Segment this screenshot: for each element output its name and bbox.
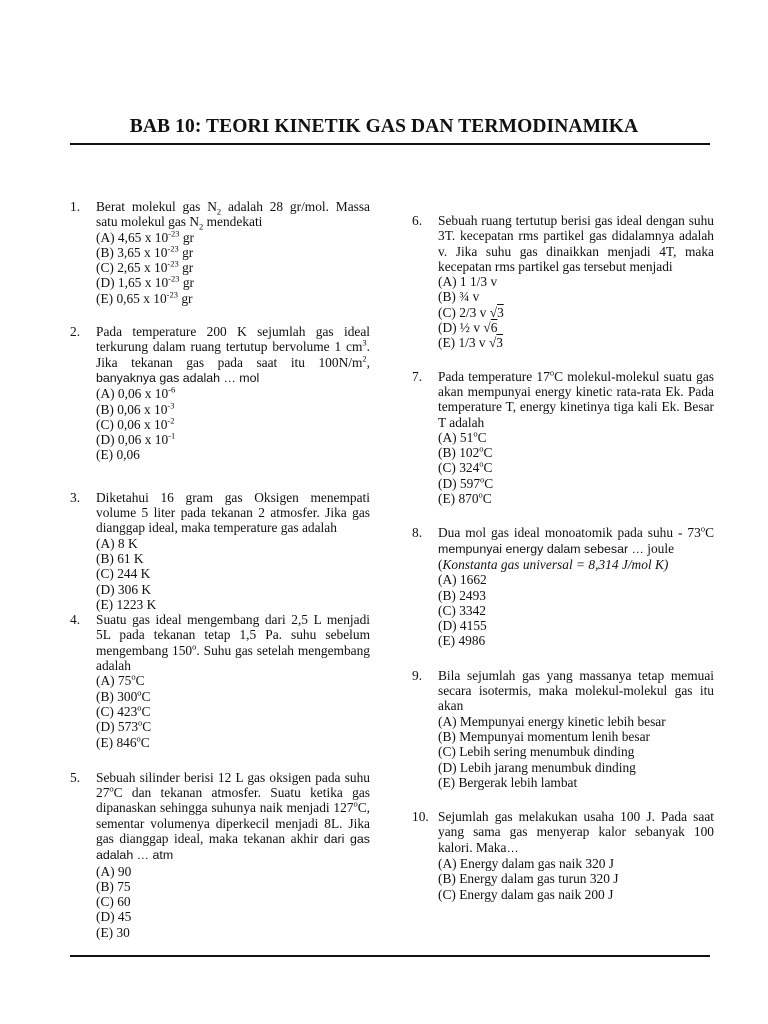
answer-option: (A) 75$^o$C xyxy=(96,671,145,689)
question-number: 8. xyxy=(412,525,423,541)
answer-options xyxy=(96,673,370,749)
question-1 xyxy=(70,199,370,306)
answer-option: (C) 324$^o$C xyxy=(438,458,493,476)
question-10 xyxy=(412,809,714,902)
answer-option: (B) 61 K xyxy=(96,550,144,566)
question-5 xyxy=(70,770,370,940)
answer-option: (D) Lebih jarang menumbuk dinding xyxy=(438,759,636,775)
answer-option: (E) Bergerak lebih lambat xyxy=(438,774,578,790)
question-text: Pada temperature 200 K sejumlah gas ideal terkurung dalam ruang tertutup bervolume 1 $cm^3$. Jika tekanan gas pada saat itu $100N/m^2$, banyaknya gas adalah … mol xyxy=(96,324,370,385)
question-6 xyxy=(412,213,714,351)
title-underline xyxy=(70,143,710,145)
question-number: 10. xyxy=(412,809,429,825)
question-text: Suatu gas ideal mengembang dari 2,5 L menjadi 5L pada tekanan tetap 1,5 Pa. suhu sebelum mengembang 150$^o$. Suhu gas setelah mengembang adalah xyxy=(96,612,370,674)
question-text: Sebuah ruang tertutup berisi gas ideal dengan suhu 3T. kecepatan rms partikel gas didalamnya adalah v. Jika suhu gas dinaikkan menjadi 4T, maka kecepatan rms partikel gas tersebut menjadi xyxy=(438,213,714,274)
answer-options xyxy=(96,864,370,940)
answer-option: (A) 1662 xyxy=(438,572,487,588)
question-number: 6. xyxy=(412,213,423,228)
answer-option: (D) 1,65 x $10^{-23}$ gr xyxy=(96,274,195,291)
answer-option: (C) 423$^o$C xyxy=(96,702,151,719)
answer-option: (A) 1 1/3 v xyxy=(438,274,498,290)
question-number: 1. xyxy=(70,199,81,214)
answer-option: (E) 846$^o$C xyxy=(96,733,150,750)
question-8 xyxy=(412,525,714,648)
answer-option: (C) Lebih sering menumbuk dinding xyxy=(438,744,635,760)
answer-options xyxy=(438,274,714,350)
answer-option: (C) 244 K xyxy=(96,566,151,582)
question-number: 4. xyxy=(70,612,81,628)
answer-options xyxy=(96,386,370,462)
answer-option: (B) Energy dalam gas turun 320 J xyxy=(438,871,619,887)
answer-options xyxy=(438,572,714,648)
page-title: BAB 10: TEORI KINETIK GAS DAN TERMODINAMIKA xyxy=(129,116,639,137)
answer-option: (E) 30 xyxy=(96,924,130,940)
answer-options xyxy=(96,230,370,306)
question-2 xyxy=(70,324,370,463)
answer-option: (A) 51$^o$C xyxy=(438,428,487,445)
answer-option: (C) 0,06 x $10^{-2}$ xyxy=(96,415,175,432)
answer-option: (B) 102$^o$C xyxy=(438,443,493,461)
question-text: Diketahui 16 gram gas Oksigen menempati volume 5 liter pada tekanan 2 atmosfer. Jika gas dianggap ideal, maka temperature gas adalah xyxy=(96,489,370,536)
answer-option: (D) 45 xyxy=(96,909,132,925)
question-7 xyxy=(412,369,714,507)
answer-option: (D) 306 K xyxy=(96,581,152,597)
right-column xyxy=(412,213,714,902)
question-text: Sejumlah gas melakukan usaha 100 J. Pada saat yang sama gas menyerap kalor sebanyak 100 kalori. Maka… xyxy=(438,809,714,855)
answer-option: (E) 1223 K xyxy=(96,596,157,612)
answer-option: (D) 0,06 x $10^{-1}$ xyxy=(96,430,176,448)
question-9 xyxy=(412,668,714,790)
answer-option: (A) 90 xyxy=(96,863,132,879)
answer-option: (C) Energy dalam gas naik 200 J xyxy=(438,886,614,902)
question-3 xyxy=(70,490,370,612)
answer-option: (D) 597$^o$C xyxy=(438,474,494,491)
answer-option: (B) Mempunyai momentum lenih besar xyxy=(438,728,650,744)
answer-option: (C) 2,65 x $10^{-23}$ gr xyxy=(96,258,194,276)
answer-option: (E) 870$^o$C xyxy=(438,489,492,507)
answer-option: (B) 3,65 x $10^{-23}$ gr xyxy=(96,243,194,260)
answer-option: (C) 60 xyxy=(96,894,131,910)
answer-option: (D) ½ v √6 xyxy=(438,320,498,336)
question-number: 9. xyxy=(412,667,423,683)
answer-option: (E) 0,65 x $10^{-23}$ gr xyxy=(96,289,193,306)
answer-options xyxy=(438,856,714,902)
answer-option: (A) 4,65 x $10^{-23}$ gr xyxy=(96,228,195,245)
footer-rule xyxy=(70,955,710,957)
question-text: Dua mol gas ideal monoatomik pada suhu - 73$^o$C mempunyai energy dalam sebesar … joule (Konstanta gas universal = 8,314 J/mol K) xyxy=(438,523,714,572)
answer-option: (D) 4155 xyxy=(438,618,487,634)
answer-option: (C) 2/3 v √3 xyxy=(438,304,504,320)
answer-option: (A) 0,06 x $10^{-6}$ xyxy=(96,384,176,402)
question-text: Sebuah silinder berisi 12 L gas oksigen pada suhu 27$^o$C dan tekanan atmosfer. Suatu ketika gas dipanaskan sehingga suhunya naik menjadi 127$^o$C, sementar volumenya diperkecil menjadi 8L. Jika gas dianggap ideal, maka tekanan akhir dari gas adalah … atm xyxy=(96,769,370,863)
answer-option: (A) 8 K xyxy=(96,535,138,551)
question-4 xyxy=(70,612,370,750)
answer-option: (D) 573$^o$C xyxy=(96,717,152,735)
question-text: Pada temperature 17$^o$C molekul-molekul suatu gas akan mempunyai energy kinetic rata-rata Ek. Pada temperature T, energy kinetinya tiga kali Ek. Besar T adalah xyxy=(438,367,714,430)
answer-option: (B) 0,06 x $10^{-3}$ xyxy=(96,400,175,417)
answer-options xyxy=(438,430,714,506)
answer-option: (E) 1/3 v √3 xyxy=(438,335,503,351)
answer-option: (B) 2493 xyxy=(438,587,486,603)
question-text: Berat molekul gas $N_2$ adalah 28 gr/mol. Massa satu molekul gas $N_2$ mendekati xyxy=(96,199,371,232)
answer-option: (B) 300$^o$C xyxy=(96,687,151,704)
answer-options xyxy=(438,714,714,790)
question-text: Bila sejumlah gas yang massanya tetap memuai secara isotermis, maka molekul-molekul gas itu akan xyxy=(438,667,714,714)
answer-option: (E) 4986 xyxy=(438,633,486,649)
answer-option: (C) 3342 xyxy=(438,602,486,618)
question-number: 5. xyxy=(70,769,81,785)
answer-option: (A) Energy dalam gas naik 320 J xyxy=(438,855,615,871)
answer-options xyxy=(96,536,370,612)
question-number: 2. xyxy=(70,324,81,340)
question-number: 7. xyxy=(412,368,423,384)
answer-option: (E) 0,06 xyxy=(96,447,140,463)
answer-option: (A) Mempunyai energy kinetic lebih besar xyxy=(438,713,666,729)
question-number: 3. xyxy=(70,489,81,505)
left-column xyxy=(70,199,370,940)
answer-option: (B) ¾ v xyxy=(438,289,480,305)
answer-option: (B) 75 xyxy=(96,878,131,894)
